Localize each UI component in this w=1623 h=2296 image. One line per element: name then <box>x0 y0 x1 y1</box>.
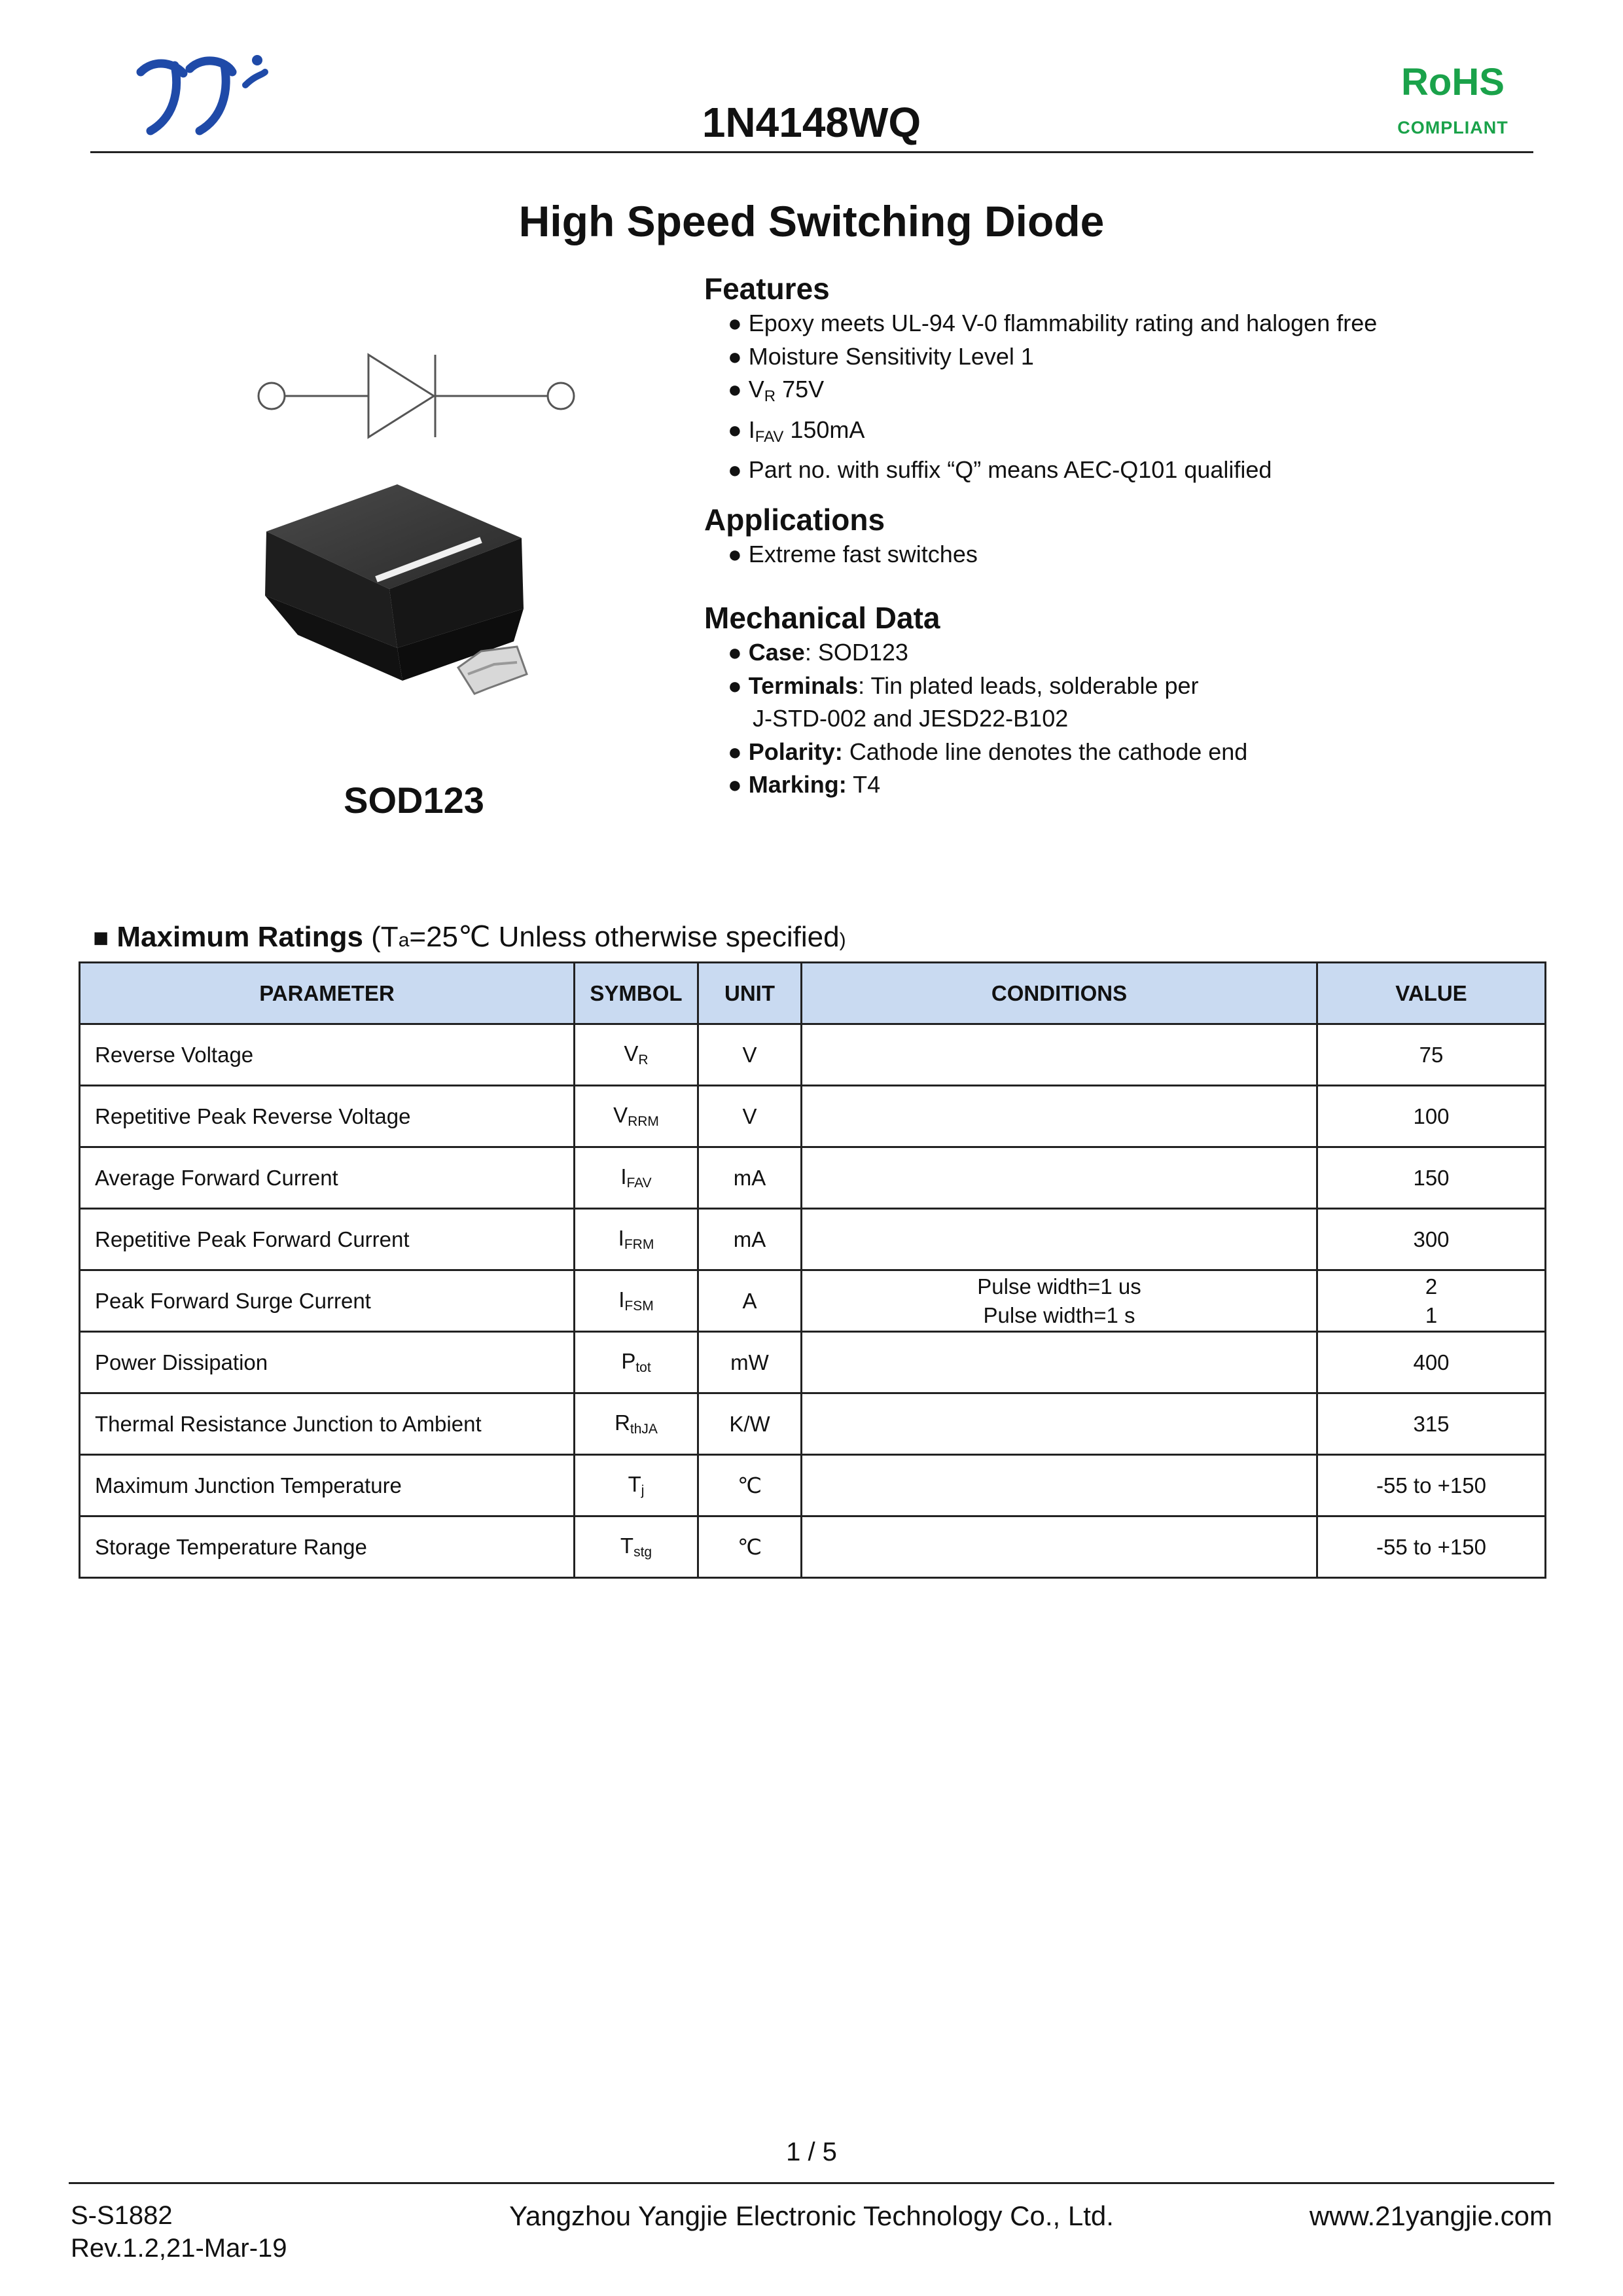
table-row <box>80 1270 1546 1332</box>
rohs-label: RoHS <box>1401 61 1505 103</box>
mechanical-data-heading: Mechanical Data <box>704 601 940 635</box>
table-row <box>80 1024 1546 1086</box>
column-header-value: VALUE <box>1317 963 1546 1024</box>
condition-line: Pulse width=1 us <box>977 1274 1141 1299</box>
table-header-row <box>80 963 1546 1024</box>
conditions-cell <box>802 1209 1317 1270</box>
feature-item: ● $V_R$ 75V <box>728 376 825 405</box>
value-cell <box>1317 1516 1546 1578</box>
unit-cell: V <box>698 1086 802 1147</box>
ratings-condition: (Ta=25℃ Unless otherwise specified) <box>371 921 846 953</box>
conditions-cell <box>802 1455 1317 1516</box>
parameter-cell: Reverse Voltage <box>80 1024 575 1086</box>
page-number: 1 / 5 <box>786 2138 837 2166</box>
table-row <box>80 1516 1546 1578</box>
symbol-cell: $P_{tot}$ <box>575 1332 698 1393</box>
mechanical-item-polarity: ● Polarity: Cathode line denotes the cathode end <box>728 738 1248 765</box>
part-number: 1N4148WQ <box>702 99 921 146</box>
conditions-cell <box>802 1332 1317 1393</box>
table-row <box>80 1086 1546 1147</box>
package-name: SOD123 <box>344 780 484 821</box>
conditions-cell <box>802 1270 1317 1332</box>
document-title: High Speed Switching Diode <box>518 197 1105 245</box>
company-name: Yangzhou Yangjie Electronic Technology Co., Ltd. <box>509 2200 1114 2231</box>
conditions-cell <box>802 1516 1317 1578</box>
value-cell <box>1317 1270 1546 1332</box>
footer-divider <box>69 2182 1554 2184</box>
parameter-cell: Repetitive Peak Reverse Voltage <box>80 1086 575 1147</box>
parameter-cell: Thermal Resistance Junction to Ambient <box>80 1393 575 1455</box>
value-line: 300 <box>1413 1227 1450 1251</box>
column-header-conditions: CONDITIONS <box>802 963 1317 1024</box>
unit-cell: A <box>698 1270 802 1332</box>
conditions-cell <box>802 1147 1317 1209</box>
mechanical-item-terminals-continued: J-STD-002 and JESD22-B102 <box>753 705 1069 732</box>
company-website: www.21yangjie.com <box>1309 2200 1552 2231</box>
parameter-cell: Maximum Junction Temperature <box>80 1455 575 1516</box>
value-cell <box>1317 1393 1546 1455</box>
value-line: 315 <box>1413 1411 1450 1436</box>
feature-item: ● Moisture Sensitivity Level 1 <box>728 342 1034 370</box>
value-line: 1 <box>1425 1302 1438 1327</box>
symbol-cell: $T_j$ <box>575 1455 698 1516</box>
value-line: 75 <box>1419 1042 1444 1067</box>
parameter-cell: Average Forward Current <box>80 1147 575 1209</box>
maximum-ratings-heading <box>93 920 846 954</box>
application-item: ● Extreme fast switches <box>728 541 978 567</box>
unit-cell: mW <box>698 1332 802 1393</box>
condition-line: Pulse width=1 s <box>983 1302 1135 1327</box>
unit-cell: ℃ <box>698 1516 802 1578</box>
symbol-cell: $I_{FSM}$ <box>575 1270 698 1332</box>
feature-item: ● $I_{FAV}$ 150mA <box>728 416 865 446</box>
feature-item: ● Epoxy meets UL-94 V-0 flammability rating and halogen free <box>728 310 1378 336</box>
symbol-cell: $I_{FAV}$ <box>575 1147 698 1209</box>
document-code: S-S1882 <box>71 2201 173 2230</box>
table-row <box>80 1332 1546 1393</box>
diode-schematic-symbol <box>252 347 579 445</box>
conditions-cell <box>802 1086 1317 1147</box>
value-line: 100 <box>1413 1103 1450 1128</box>
column-header-symbol: SYMBOL <box>575 963 698 1024</box>
unit-cell: mA <box>698 1147 802 1209</box>
applications-heading: Applications <box>704 503 885 537</box>
maximum-ratings-table <box>79 961 1546 1579</box>
value-line: -55 to +150 <box>1376 1534 1486 1559</box>
symbol-cell: $V_R$ <box>575 1024 698 1086</box>
conditions-cell <box>802 1393 1317 1455</box>
square-bullet-icon: ■ <box>93 924 109 952</box>
symbol-cell: $T_{stg}$ <box>575 1516 698 1578</box>
value-line: 150 <box>1413 1165 1450 1190</box>
unit-cell: ℃ <box>698 1455 802 1516</box>
parameter-cell: Peak Forward Surge Current <box>80 1270 575 1332</box>
features-list <box>728 307 1377 487</box>
value-line: 2 <box>1425 1274 1438 1299</box>
maximum-ratings-title: Maximum Ratings <box>116 921 363 953</box>
rohs-compliant-label: COMPLIANT <box>1397 118 1508 137</box>
value-cell <box>1317 1332 1546 1393</box>
symbol-cell: $I_{FRM}$ <box>575 1209 698 1270</box>
table-row <box>80 1393 1546 1455</box>
symbol-cell: $R_{thJA}$ <box>575 1393 698 1455</box>
unit-cell: V <box>698 1024 802 1086</box>
table-row <box>80 1455 1546 1516</box>
column-header-unit: UNIT <box>698 963 802 1024</box>
symbol-cell: $V_{RRM}$ <box>575 1086 698 1147</box>
value-cell <box>1317 1147 1546 1209</box>
conditions-cell <box>802 1024 1317 1086</box>
parameter-cell: Repetitive Peak Forward Current <box>80 1209 575 1270</box>
table-row <box>80 1147 1546 1209</box>
feature-item: ● Part no. with suffix “Q” means AEC-Q101 qualified <box>728 456 1272 483</box>
column-header-parameter: PARAMETER <box>80 963 575 1024</box>
parameter-cell: Power Dissipation <box>80 1332 575 1393</box>
mechanical-data-list <box>728 636 1247 802</box>
applications-list <box>728 538 978 571</box>
mechanical-item-marking: ● Marking: T4 <box>728 771 881 798</box>
mechanical-item-case: ● Case: SOD123 <box>728 639 908 666</box>
table-row <box>80 1209 1546 1270</box>
value-cell <box>1317 1086 1546 1147</box>
sod123-package-image <box>259 478 566 733</box>
value-cell <box>1317 1455 1546 1516</box>
unit-cell: K/W <box>698 1393 802 1455</box>
value-cell <box>1317 1024 1546 1086</box>
value-cell <box>1317 1209 1546 1270</box>
unit-cell: mA <box>698 1209 802 1270</box>
features-heading: Features <box>704 272 830 306</box>
value-line: -55 to +150 <box>1376 1473 1486 1498</box>
parameter-cell: Storage Temperature Range <box>80 1516 575 1578</box>
value-line: 400 <box>1413 1350 1450 1374</box>
header-divider <box>90 151 1533 153</box>
document-revision: Rev.1.2,21-Mar-19 <box>71 2234 287 2263</box>
mechanical-item-terminals: ● Terminals: Tin plated leads, solderable per <box>728 672 1199 699</box>
